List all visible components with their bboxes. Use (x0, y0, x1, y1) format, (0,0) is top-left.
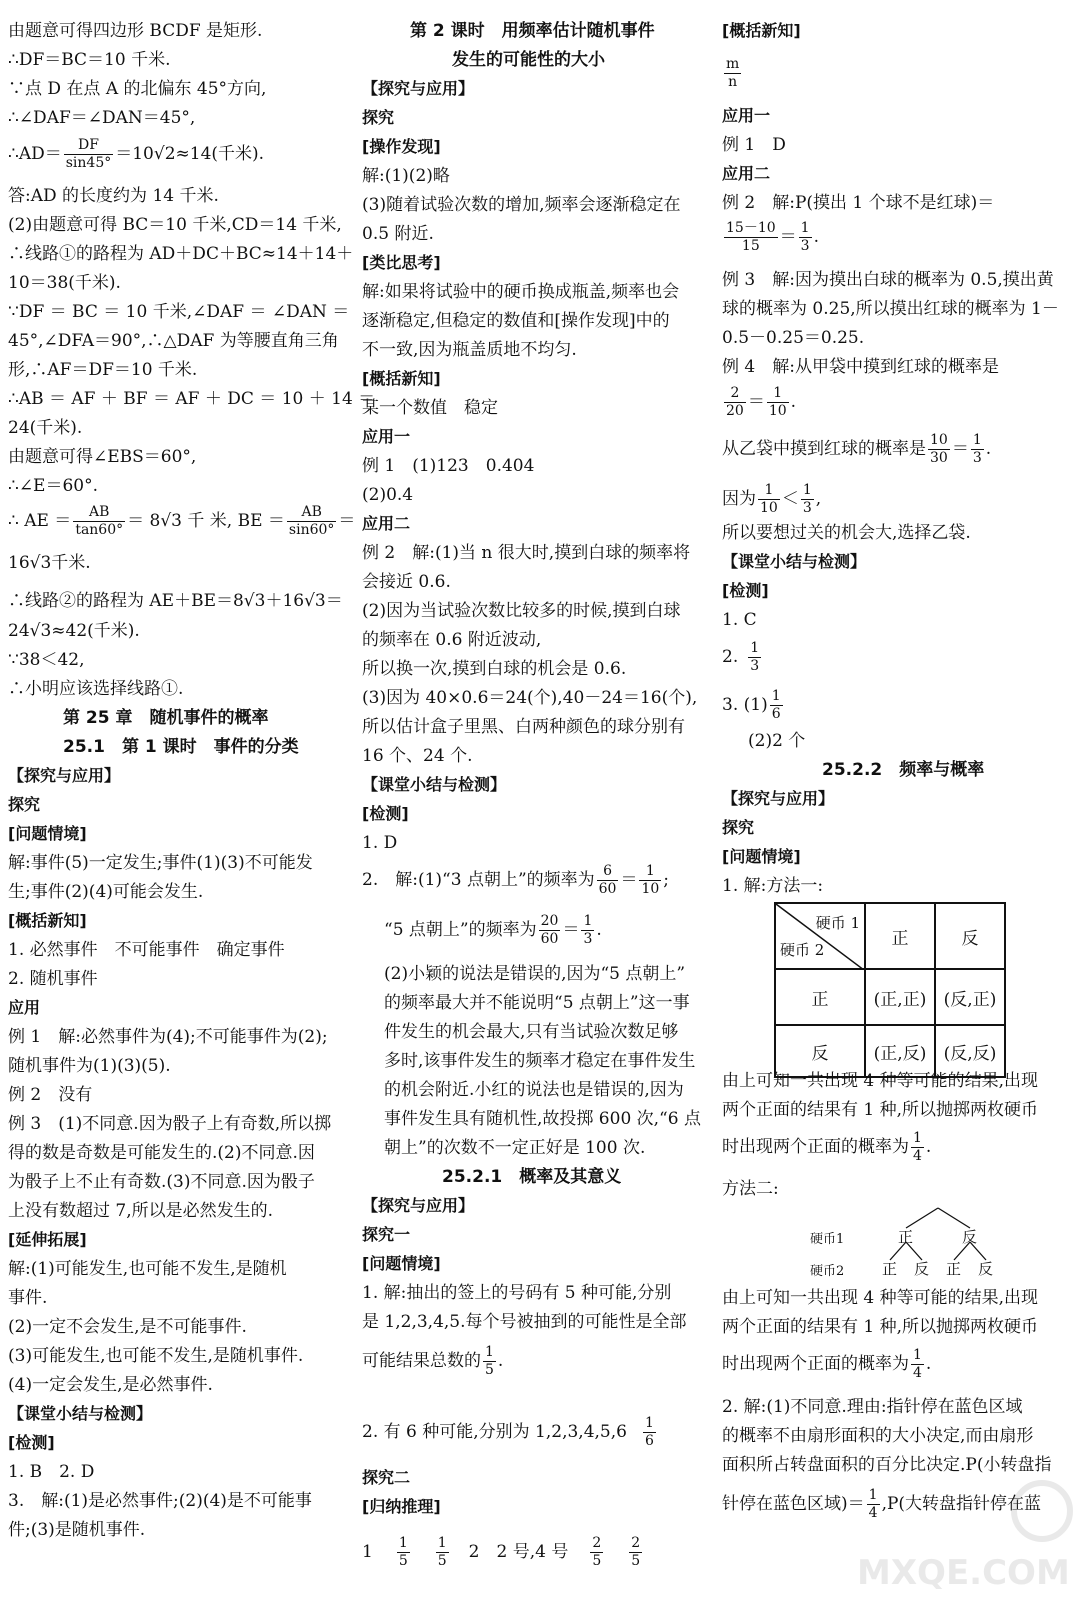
text-line: 事件. (8, 1288, 48, 1308)
fraction (597, 863, 619, 898)
numerator: 1 (913, 1347, 922, 1363)
numerator: 20 (540, 913, 559, 929)
watermark-text: MXQE.COM (857, 1553, 1070, 1593)
text-line: 的机会附近.小红的说法也是错误的,因为 (384, 1080, 684, 1100)
text-line: 解:如果将试验中的硬币换成瓶盖,频率也会 (362, 282, 680, 302)
heading: 【探究与应用】 (362, 79, 475, 98)
text-line: 解:(1)可能发生,也可能不发生,是随机 (8, 1259, 287, 1279)
denominator: tan60° (75, 522, 124, 538)
formula-text: . (985, 439, 992, 459)
numerator: 6 (597, 863, 619, 881)
formula-text: . (925, 1354, 932, 1374)
tree-diagram (810, 1206, 1000, 1278)
text-line: 方法二: (722, 1179, 779, 1199)
fraction (758, 482, 780, 517)
numerator: 1 (583, 913, 593, 929)
text-line: (2)因为当试验次数比较多的时候,摸到白球 (362, 601, 681, 621)
table-header: 反 (935, 903, 1005, 969)
corner-top-label: 硬币 1 (815, 914, 860, 932)
text-line: 两个正面的结果有 1 种,所以抛掷两枚硬币 (722, 1100, 1039, 1120)
denominator: sin60° (288, 522, 335, 538)
formula-t2 (722, 640, 763, 675)
heading: 探究 (362, 108, 395, 127)
text-line: 是 1,2,3,4,5.每个号被抽到的可能性是全部 (362, 1312, 687, 1332)
text-line: 由上可知一共出现 4 种等可能的结果,出现 (722, 1071, 1039, 1091)
formula-text: ＝10√2≈14(千米). (115, 144, 265, 164)
numerator: 1 (485, 1344, 494, 1360)
fraction (436, 1535, 449, 1570)
tree-label-coin2: 硬币2 (810, 1264, 845, 1279)
heading: [检测] (8, 1433, 55, 1452)
formula-text: 从乙袋中摸到红球的概率是 (722, 439, 926, 459)
tree-node: 正 (946, 1260, 962, 1278)
text-line: 件发生的机会最大,只有当试验次数足够 (384, 1022, 679, 1042)
formula-text: “5 点朝上”的频率为 (384, 920, 537, 940)
numerator: 1 (644, 1415, 654, 1431)
numerator: 1 (913, 1130, 922, 1146)
table-corner (775, 903, 865, 969)
formula-text: ＝ (747, 392, 765, 412)
text-line: ∵38＜42, (8, 650, 85, 670)
table-header: 正 (865, 903, 935, 969)
section-title: 发生的可能性的大小 (452, 50, 605, 70)
table-cell: (正,正) (865, 969, 935, 1025)
denominator: n (728, 74, 738, 90)
text-line: 解:(1)(2)略 (362, 166, 450, 186)
fraction (928, 432, 950, 467)
formula-res (722, 1130, 931, 1165)
numerator: DF (64, 137, 114, 155)
text-line: 1. B 2. D (8, 1462, 95, 1482)
heading: 应用一 (722, 106, 771, 125)
text-line: 16√3千米. (8, 553, 91, 573)
text-line: 24√3≈42(千米). (8, 621, 140, 641)
table-row (775, 969, 1005, 1025)
text-line: 解:事件(5)一定发生;事件(1)(3)不可能发 (8, 853, 313, 873)
formula-text: ＝ (338, 511, 356, 531)
row-label: 正 (775, 969, 865, 1025)
fraction (590, 1535, 603, 1570)
text-line: 为骰子上不止有奇数.(3)不同意.因为骰子 (8, 1172, 315, 1192)
text-line: ∴线路①的路程为 AD＋DC＋BC≈14＋14＋ (8, 244, 354, 264)
formula-text: 可能结果总数的 (362, 1351, 481, 1371)
text-line: 例 1 D (722, 135, 786, 155)
heading: [归纳推理] (362, 1497, 441, 1516)
heading: [延伸拓展] (8, 1230, 87, 1249)
denominator: 5 (437, 1553, 447, 1569)
table-cell: (正,反) (865, 1025, 935, 1077)
text-line: 两个正面的结果有 1 种,所以抛掷两枚硬币 (722, 1317, 1039, 1337)
formula-e4a (722, 385, 796, 420)
text-line: 件;(3)是随机事件. (8, 1520, 146, 1540)
denominator: sin45° (65, 155, 112, 171)
text-line: ∴AB ＝ AF ＋ BF ＝ AF ＋ DC ＝ 10 ＋ 14 ＝ (8, 389, 376, 409)
text-line: 1. C (722, 610, 757, 630)
text-line: 1. 解:抽出的签上的号码有 5 种可能,分别 (362, 1283, 672, 1303)
denominator: 4 (913, 1365, 922, 1381)
heading: 应用 (8, 998, 41, 1017)
numerator: 1 (800, 220, 810, 236)
text-line: (2)小颖的说法是错误的,因为“5 点朝上” (384, 964, 686, 984)
denominator: 5 (592, 1553, 602, 1569)
text-line: (3)可能发生,也可能不发生,是随机事件. (8, 1346, 304, 1366)
heading: [概括新知] (8, 911, 87, 930)
formula-d3 (384, 913, 602, 948)
formula-text: ＝ (951, 439, 969, 459)
fraction (639, 863, 661, 898)
tree-node: 反 (962, 1228, 978, 1246)
fraction (581, 913, 594, 948)
heading: [问题情境] (8, 824, 87, 843)
formula-text: . (925, 1137, 932, 1157)
formula-text: ＝ (779, 227, 797, 247)
text-line: 2. 解:(1)不同意.理由:指针停在蓝色区域 (722, 1397, 1023, 1417)
answer-text: 2 2 号,4 号 (468, 1542, 569, 1562)
text-line: ∴线路②的路程为 AE＋BE＝8√3＋16√3＝ (8, 591, 343, 611)
denominator: 10 (760, 500, 778, 516)
numerator: 1 (758, 482, 780, 500)
formula-text: ∴AD＝ (8, 144, 62, 164)
fraction (770, 688, 783, 723)
denominator: 10 (641, 881, 660, 897)
formula-p2 (362, 1415, 658, 1450)
numerator: 10 (930, 432, 948, 448)
text-line: ∵DF ＝ BC ＝ 10 千米,∠DAF ＝ ∠DAN ＝ (8, 302, 350, 322)
numerator: AB (287, 504, 337, 522)
text-line: 例 1 (1)123 0.404 (362, 456, 535, 476)
tree-node: 正 (882, 1260, 898, 1278)
text-line: 生;事件(2)(4)可能会发生. (8, 882, 204, 902)
denominator: 4 (913, 1148, 922, 1164)
formula-text: . (813, 227, 819, 247)
heading: [概括新知] (362, 369, 441, 388)
numerator: 1 (398, 1535, 408, 1551)
numerator: 1 (750, 640, 760, 656)
text-line: 随机事件为(1)(3)(5). (8, 1056, 171, 1076)
denominator: 3 (583, 931, 593, 947)
denominator: 3 (972, 450, 982, 466)
inductive-answers (362, 1535, 644, 1570)
fraction (911, 1130, 924, 1165)
section-title: 25.2.1 概率及其意义 (442, 1167, 622, 1187)
formula-text: . (497, 1351, 504, 1371)
fraction (629, 1535, 642, 1570)
text-line: 例 2 解:(1)当 n 很大时,摸到白球的频率将 (362, 543, 691, 563)
text-line: 不一致,因为瓶盖质地不均匀. (362, 340, 577, 360)
heading: [类比思考] (362, 253, 441, 272)
denominator: 60 (598, 881, 617, 897)
text-line: 所以要想过关的机会大,选择乙袋. (722, 523, 971, 543)
formula-e2 (722, 220, 819, 255)
numerator: m (726, 56, 740, 72)
text-line: (2)0.4 (362, 485, 414, 505)
heading: [问题情境] (362, 1254, 441, 1273)
text-line: 的概率不由扇形面积的大小决定,而由扇形 (722, 1426, 1034, 1446)
numerator: 2 (631, 1535, 641, 1551)
formula-text: ; (663, 870, 670, 890)
fraction (799, 220, 812, 255)
formula-text: 2. (722, 647, 739, 667)
denominator: 10 (768, 403, 787, 419)
row-label: 反 (775, 1025, 865, 1077)
text-line: ∵点 D 在点 A 的北偏东 45°方向, (8, 79, 267, 99)
tree-label-coin1: 硬币1 (810, 1232, 845, 1247)
denominator: 60 (540, 931, 559, 947)
text-line: 1. D (362, 833, 398, 853)
formula-text: ＝ (620, 870, 638, 890)
text-line: 多时,该事件发生的频率才稳定在事件发生 (384, 1051, 696, 1071)
formula-text: 时出现两个正面的概率为 (722, 1137, 909, 1157)
tree-node: 反 (914, 1260, 930, 1278)
denominator: 6 (644, 1433, 654, 1449)
numerator: 1 (767, 385, 789, 403)
fraction (748, 640, 761, 675)
text-line: 朝上”的次数不一定正好是 100 次. (384, 1138, 646, 1158)
text-line: 例 4 解:从甲袋中摸到红球的概率是 (722, 357, 999, 377)
denominator: 15 (741, 238, 760, 254)
heading: 【探究与应用】 (8, 766, 121, 785)
heading: [检测] (362, 804, 409, 823)
formula-text: 3. (1) (722, 695, 768, 715)
text-line: ∴∠DAF＝∠DAN＝45°, (8, 108, 196, 128)
denominator: 3 (802, 500, 812, 516)
numerator: 1 (802, 482, 812, 498)
heading: 【课堂小结与检测】 (722, 552, 867, 571)
table-cell: (反,反) (935, 1025, 1005, 1077)
heading: 探究二 (362, 1468, 411, 1487)
heading: 【探究与应用】 (362, 1196, 475, 1215)
text-line: 例 3 解:因为摸出白球的概率为 0.5,摸出黄 (722, 270, 1054, 290)
heading: 应用二 (722, 164, 771, 183)
heading: [操作发现] (362, 137, 441, 156)
fraction (767, 385, 789, 420)
table-cell: (反,正) (935, 969, 1005, 1025)
denominator: 6 (771, 706, 781, 722)
text-line: 16 个、24 个. (362, 746, 473, 766)
denominator: 5 (398, 1553, 408, 1569)
outcome-table (774, 902, 1006, 1078)
text-line: 所以估计盒子里黑、白两种颜色的球分别有 (362, 717, 685, 737)
text-line: 上没有数超过 7,所以是必然发生的. (8, 1201, 274, 1221)
text-line: 某一个数值 稳定 (362, 398, 498, 418)
text-line: (3)随着试验次数的增加,频率会逐渐稳定在 (362, 195, 681, 215)
denominator: 5 (485, 1362, 494, 1378)
text-line: 例 3 (1)不同意.因为骰子上有奇数,所以掷 (8, 1114, 332, 1134)
denominator: 20 (726, 403, 744, 419)
text-line: 事件发生具有随机性,故投掷 600 次,“6 点 (384, 1109, 701, 1129)
tree-node: 正 (898, 1228, 914, 1246)
formula-text: 2. 解:(1)“3 点朝上”的频率为 (362, 870, 595, 890)
formula-text: . (596, 920, 602, 940)
heading: 【课堂小结与检测】 (362, 775, 507, 794)
fraction (73, 504, 125, 539)
heading: 应用一 (362, 427, 411, 446)
formula-text: , (815, 489, 822, 509)
formula-text: 2. 有 6 种可能,分别为 1,2,3,4,5,6 (362, 1422, 627, 1442)
fraction (801, 482, 814, 517)
heading: 【探究与应用】 (722, 789, 835, 808)
heading: 应用二 (362, 514, 411, 533)
section-title: 25.2.2 频率与概率 (822, 760, 985, 780)
text-line: (2)一定不会发生,是不可能事件. (8, 1317, 247, 1337)
heading: [检测] (722, 581, 769, 600)
fraction (971, 432, 984, 467)
denominator: 3 (800, 238, 810, 254)
denominator: 30 (930, 450, 948, 466)
denominator: 3 (750, 658, 760, 674)
text-line: 逐渐稳定,但稳定的数值和[操作发现]中的 (362, 311, 670, 331)
text-line: 45°,∠DFA＝90°,∴△DAF 为等腰直角三角 (8, 331, 339, 351)
formula-text: ＝ (562, 920, 580, 940)
text-line: 所以换一次,摸到白球的机会是 0.6. (362, 659, 627, 679)
text-line: ∴DF＝BC＝10 千米. (8, 50, 171, 70)
text-line: 的频率在 0.6 附近波动, (362, 630, 542, 650)
numerator: 1 (437, 1535, 447, 1551)
text-line: 0.5 附近. (362, 224, 434, 244)
chapter-title: 第 25 章 随机事件的概率 (63, 708, 269, 728)
text-line: 2. 随机事件 (8, 969, 98, 989)
text-line: 例 2 解:P(摸出 1 个球不是红球)＝ (722, 193, 995, 213)
text-line: 面积所占转盘面积的百分比决定.P(小转盘指 (722, 1455, 1052, 1475)
fraction (724, 385, 746, 420)
formula-e4b (722, 432, 991, 467)
text-line: 由上可知一共出现 4 种等可能的结果,出现 (722, 1288, 1039, 1308)
text-line: 会接近 0.6. (362, 572, 451, 592)
formula-text: ＝ 8√3 千 米, BE ＝ (127, 511, 285, 531)
answer-text: 1 (362, 1542, 373, 1562)
text-line: 形,∴AF＝DF＝10 千米. (8, 360, 198, 380)
numerator: 1 (868, 1487, 878, 1503)
text-line: 答:AD 的长度约为 14 千米. (8, 186, 219, 206)
heading: 【课堂小结与检测】 (8, 1404, 153, 1423)
fraction (643, 1415, 656, 1450)
watermark-graphic (847, 1476, 1077, 1596)
formula-mn (722, 56, 743, 91)
formula-t3 (722, 688, 785, 723)
formula-text: ＜ (781, 489, 799, 509)
text-line: 10＝38(千米). (8, 273, 121, 293)
text-line: 由题意可得∠EBS＝60°, (8, 447, 197, 467)
fraction (911, 1347, 924, 1382)
formula-ae-be (8, 504, 355, 539)
text-line: (3)因为 40×0.6＝24(个),40－24＝16(个), (362, 688, 698, 708)
denominator: 5 (631, 1553, 641, 1569)
numerator: 1 (771, 688, 781, 704)
text-line: (4)一定会发生,是必然事件. (8, 1375, 213, 1395)
text-line: ∴∠E＝60°. (8, 476, 99, 496)
fraction (64, 137, 114, 172)
numerator: 1 (972, 432, 982, 448)
denominator: 4 (868, 1505, 878, 1521)
watermark-logo (847, 1476, 1077, 1596)
formula-d2 (362, 863, 669, 898)
heading: 探究一 (362, 1225, 411, 1244)
text-line: 1. 必然事件 不可能事件 确定事件 (8, 940, 285, 960)
tree-node: 反 (978, 1260, 994, 1278)
formula-text: ,P(大转盘指针停在蓝 (881, 1494, 1042, 1514)
formula-text: ∴ AE ＝ (8, 511, 72, 531)
formula-text: 因为 (722, 489, 756, 509)
heading: [概括新知] (722, 21, 801, 40)
fraction (724, 56, 741, 91)
corner-bottom-label: 硬币 2 (780, 941, 825, 959)
formula-ad (8, 137, 264, 172)
text-line: ∴小明应该选择线路①. (8, 679, 184, 699)
fraction (483, 1344, 496, 1379)
text-line: 例 1 解:必然事件为(4);不可能事件为(2); (8, 1027, 328, 1047)
fraction (397, 1535, 410, 1570)
section-title: 第 2 课时 用频率估计随机事件 (410, 21, 655, 41)
section-title: 25.1 第 1 课时 事件的分类 (63, 737, 299, 757)
heading: 探究 (722, 818, 755, 837)
formula-res2 (722, 1347, 931, 1382)
text-line: 的频率最大并不能说明“5 点朝上”这一事 (384, 993, 690, 1013)
text-line: 得的数是奇数是可能发生的.(2)不同意.因 (8, 1143, 315, 1163)
text-line: (2)2 个 (748, 731, 806, 751)
heading: [问题情境] (722, 847, 801, 866)
formula-text: 时出现两个正面的概率为 (722, 1354, 909, 1374)
text-line: 球的概率为 0.25,所以摸出红球的概率为 1－ (722, 299, 1059, 319)
fraction (539, 913, 561, 948)
numerator: 1 (639, 863, 661, 881)
numerator: 2 (724, 385, 746, 403)
numerator: 15－10 (726, 220, 776, 236)
text-line: 24(千米). (8, 418, 83, 438)
formula-text: . (790, 392, 797, 412)
text-line: 0.5－0.25＝0.25. (722, 328, 865, 348)
text-line: 由题意可得四边形 BCDF 是矩形. (8, 21, 263, 41)
text-line: 1. 解:方法一: (722, 876, 824, 896)
formula-compare (722, 482, 821, 517)
fraction (724, 220, 778, 255)
text-line: (2)由题意可得 BC＝10 千米,CD＝14 千米, (8, 215, 342, 235)
numerator: 2 (592, 1535, 602, 1551)
fraction (287, 504, 337, 539)
text-line: 3. 解:(1)是必然事件;(2)(4)是不可能事 (8, 1491, 312, 1511)
numerator: AB (73, 504, 125, 522)
formula-text: 针停在蓝色区域)＝ (722, 1494, 865, 1514)
heading: 探究 (8, 795, 41, 814)
text-line: 例 2 没有 (8, 1085, 93, 1105)
formula-p1 (362, 1344, 503, 1379)
